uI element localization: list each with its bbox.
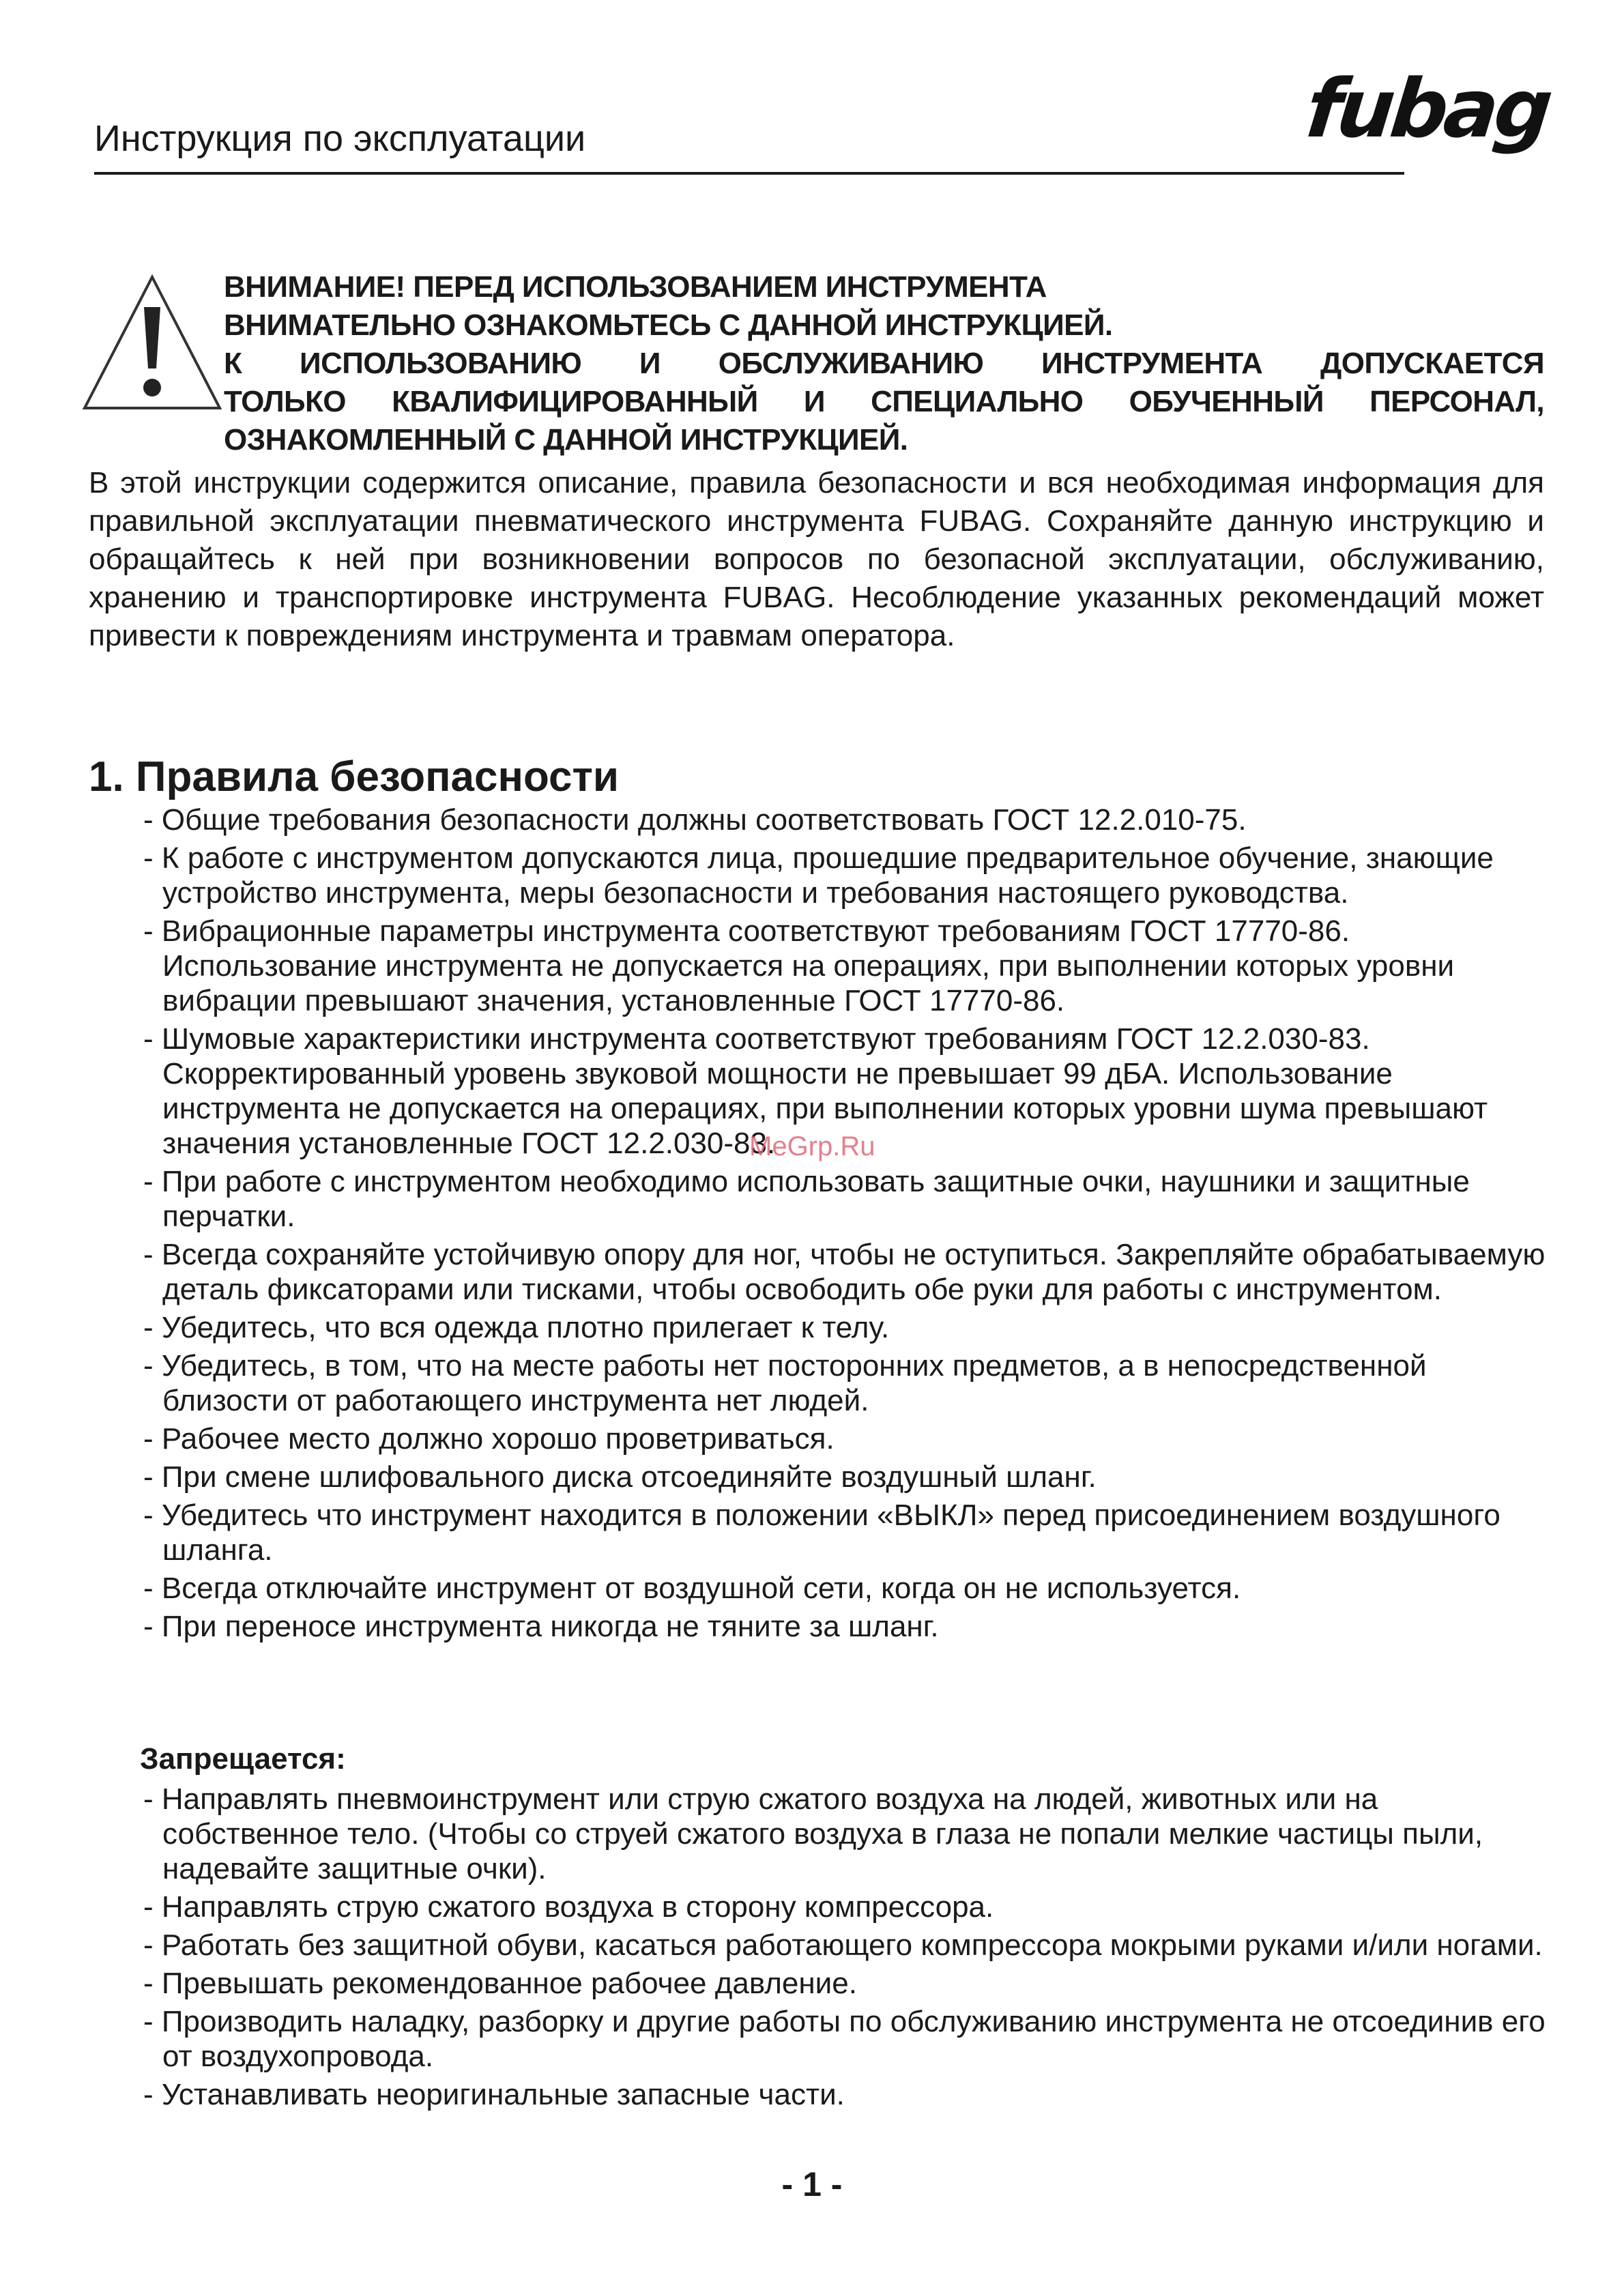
list-item: - Работать без защитной обуви, касаться работающего компрессора мокрыми руками и/или ногами. (143, 1928, 1543, 1962)
list-item: - При смене шлифовального диска отсоединяйте воздушный шланг. (143, 1460, 1097, 1494)
warning-block (224, 268, 1544, 459)
list-item: - Превышать рекомендованное рабочее давление. (143, 1967, 857, 2000)
list-item: - Общие требования безопасности должны соответствовать ГОСТ 12.2.010-75. (143, 803, 1247, 837)
forbidden-heading: Запрещается: (140, 1742, 346, 1776)
page-header-title: Инструкция по эксплуатации (94, 118, 586, 159)
list-item: - При работе с инструментом необходимо использовать защитные очки, наушники и защитные перчатки. (143, 1165, 1470, 1233)
warning-line: К ИСПОЛЬЗОВАНИЮ И ОБСЛУЖИВАНИЮ ИНСТРУМЕНТА ДОПУСКАЕТСЯ (224, 347, 1544, 380)
section-title: 1. Правила безопасности (89, 753, 619, 800)
forbidden-list (143, 1782, 1556, 2115)
list-item: - Шумовые характеристики инструмента соответствуют требованиям ГОСТ 12.2.030-83. Скорректированный уровень звуковой мощности не превышает 99 дБА. Использование инструмента не допускается на операциях, при выполнении которых уровни шума превышают значения установленные ГОСТ 12.2.030-83. (143, 1022, 1488, 1160)
list-item: - Вибрационные параметры инструмента соответствуют требованиям ГОСТ 17770-86. Использование инструмента не допускается на операциях, при выполнении которых уровни вибрации превышают значения, установленные ГОСТ 17770-86. (143, 914, 1455, 1017)
watermark: MeGrp.Ru (749, 1131, 875, 1161)
warning-triangle-icon (81, 273, 224, 413)
list-item: - Направлять пневмоинструмент или струю сжатого воздуха на людей, животных или на собственное тело. (Чтобы со струей сжатого воздуха в глаза не попали мелкие частицы пыли, надевайте защитные очки). (143, 1782, 1483, 1885)
warning-line: ТОЛЬКО КВАЛИФИЦИРОВАННЫЙ И СПЕЦИАЛЬНО ОБУЧЕННЫЙ ПЕРСОНАЛ, (224, 385, 1544, 418)
brand-logo: fubag (1301, 61, 1554, 156)
list-item: - Всегда отключайте инструмент от воздушной сети, когда он не используется. (143, 1572, 1241, 1605)
list-item: - К работе с инструментом допускаются лица, прошедшие предварительное обучение, знающие устройство инструмента, меры безопасности и требования настоящего руководства. (143, 841, 1494, 910)
list-item: - Убедитесь, в том, что на месте работы нет посторонних предметов, а в непосредственной близости от работающего инструмента нет людей. (143, 1349, 1427, 1417)
list-item: - Убедитесь что инструмент находится в положении «ВЫКЛ» перед присоединением воздушного шланга. (143, 1499, 1500, 1567)
intro-paragraph: В этой инструкции содержится описание, правила безопасности и вся необходимая информация для правильной эксплуатации пневматического инструмента FUBAG. Сохраняйте данную инструкцию и обращайтесь к ней при возникновении вопросов по безопасной эксплуатации, обслуживанию, хранению и транспортировке инструмента FUBAG. Несоблюдение указанных рекомендаций может привести к повреждениям инструмента и травмам оператора. (89, 466, 1544, 652)
warning-line: ОЗНАКОМЛЕННЫЙ С ДАННОЙ ИНСТРУКЦИЕЙ. (224, 423, 908, 457)
list-item: - При переносе инструмента никогда не тяните за шланг. (143, 1610, 939, 1643)
list-item: - Убедитесь, что вся одежда плотно прилегает к телу. (143, 1311, 890, 1344)
list-item: - Устанавливать неоригинальные запасные части. (143, 2078, 845, 2111)
list-item: - Производить наладку, разборку и другие работы по обслуживанию инструмента не отсоединив его от воздухопровода. (143, 2005, 1546, 2073)
list-item: - Рабочее место должно хорошо проветриваться. (143, 1422, 835, 1456)
header-divider (94, 172, 1404, 175)
warning-line: ВНИМАНИЕ! ПЕРЕД ИСПОЛЬЗОВАНИЕМ ИНСТРУМЕНТА (224, 270, 1047, 304)
warning-line: ВНИМАТЕЛЬНО ОЗНАКОМЬТЕСЬ С ДАННОЙ ИНСТРУКЦИЕЙ. (224, 308, 1113, 342)
list-item: - Всегда сохраняйте устойчивую опору для ног, чтобы не оступиться. Закрепляйте обрабатываемую деталь фиксаторами или тисками, чтобы освободить обе руки для работы с инструментом. (143, 1238, 1546, 1306)
page-number: - 1 - (781, 2165, 843, 2203)
safety-rules-list (143, 802, 1556, 1647)
list-item: - Направлять струю сжатого воздуха в сторону компрессора. (143, 1890, 994, 1924)
